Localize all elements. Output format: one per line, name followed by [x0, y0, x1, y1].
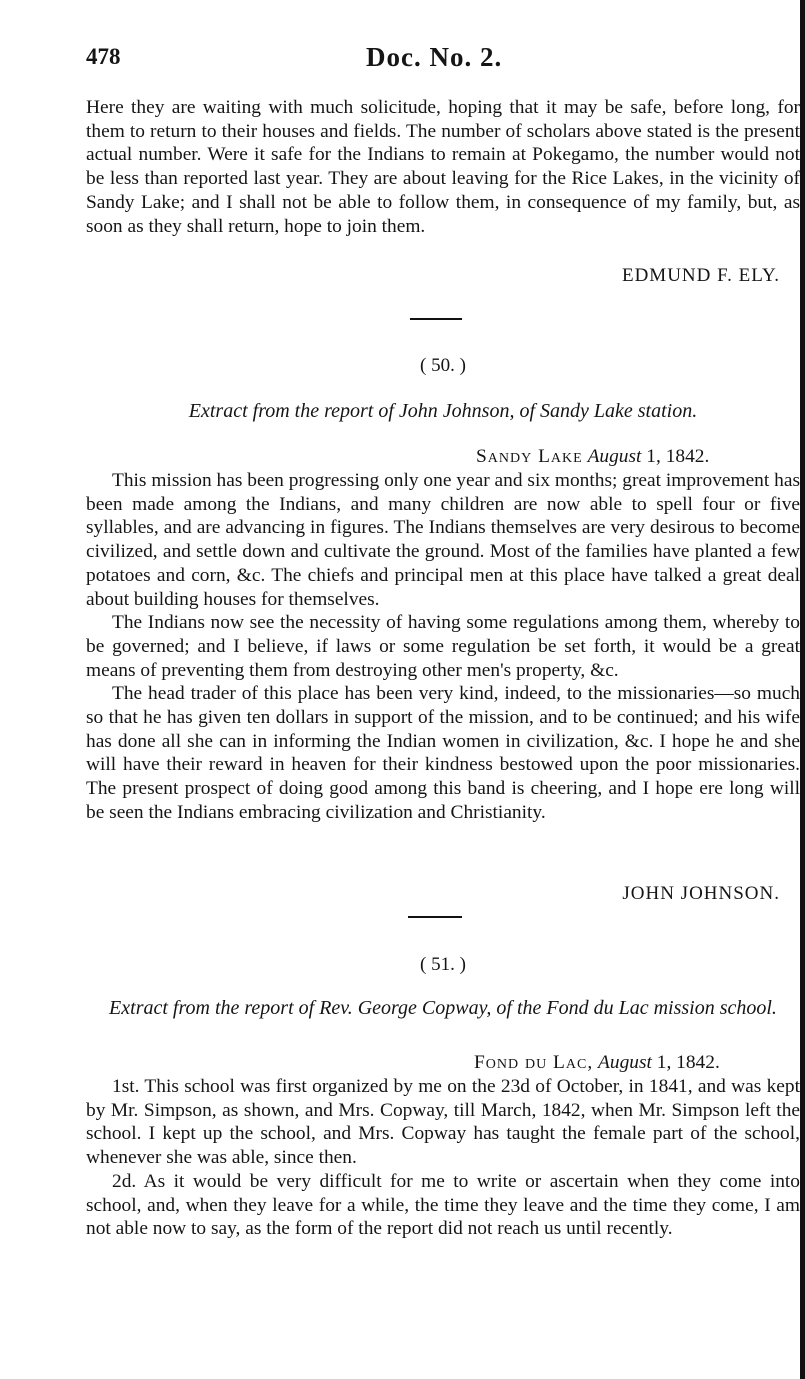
section-heading-51: Extract from the report of Rev. George Copway, of the Fond du Lac mission school. — [109, 997, 777, 1019]
section-number-50: ( 50. ) — [420, 355, 466, 376]
dateline-place: Sandy Lake — [476, 446, 583, 467]
paragraph: The head trader of this place has been very kind, indeed, to the missionaries—so much so that he has given ten dollars in support of the mission, and to be continued; and his wife has done all she can in informing the Indian women in civilization, &c. I hope he and she will have their reward in heaven for their kindness bestowed upon the poor missionaries. The present prospect of doing good among this band is cheering, and I hope ere long will be seen the Indians embracing civilization and Christianity. — [86, 683, 800, 823]
signature-johnson: JOHN JOHNSON. — [622, 883, 780, 904]
section-divider — [408, 916, 462, 918]
dateline-day-year: 1, 1842. — [646, 446, 710, 467]
dateline-50 — [476, 446, 709, 468]
paragraph: 2d. As it would be very difficult for me to write or ascertain when they come into school, and, when they leave for a while, the time they leave and the time they come, I am not able now to say, as the form of the report did not reach us until recently. — [86, 1170, 800, 1240]
signature-ely: EDMUND F. ELY. — [621, 265, 780, 286]
top-section — [86, 96, 800, 238]
page-edge-shadow — [800, 0, 805, 1379]
section-heading-50: Extract from the report of John Johnson, of Sandy Lake station. — [188, 400, 698, 422]
paragraph: 1st. This school was first organized by me on the 23d of October, in 1841, and was kept by Mr. Simpson, as shown, and Mrs. Copway, till March, 1842, when Mr. Simpson left the school. I kept up the school, and Mrs. Copway has taught the female part of the school, whenever she was able, since then. — [86, 1076, 800, 1169]
dateline-day-year: 1, 1842. — [656, 1052, 720, 1073]
document-title: Doc. No. 2. — [366, 42, 503, 72]
paragraph: The Indians now see the necessity of having some regulations among them, whereby to be governed; and I believe, if laws or some regulation be set forth, it would be a great means of preventing them from destroying other men's property, &c. — [86, 612, 800, 681]
dateline-month: August — [587, 446, 642, 467]
dateline-month: August — [598, 1052, 652, 1073]
continuation-paragraph: Here they are waiting with much solicitude, hoping that it may be safe, before long, for them to return to their houses and fields. The number of scholars above stated is the present actual number. Were it safe for the Indians to remain at Pokegamo, the number would not be less than reported last year. They are about leaving for the Rice Lakes, in the vicinity of Sandy Lake; and I shall not be able to follow them, in consequence of my family, but, as soon as they shall return, hope to join them. — [86, 97, 800, 237]
section-divider — [410, 318, 462, 320]
dateline-place: Fond du Lac, — [474, 1052, 594, 1073]
paragraph: This mission has been progressing only one year and six months; great improvement has been made among the Indians, and many children are now able to spell four or five syllables, and are advancing in figures. The Indians themselves are very desirous to become civilized, and settle down and cultivate the ground. Most of the families have planted a few potatoes and corn, &c. The chiefs and principal men at this place have talked a great deal about building houses for themselves. — [86, 470, 800, 610]
section-number-51: ( 51. ) — [420, 954, 466, 975]
page-number: 478 — [86, 44, 121, 69]
body-section-51 — [86, 1075, 800, 1241]
body-section-50 — [86, 469, 800, 825]
page-header — [86, 36, 800, 76]
dateline-51 — [474, 1052, 720, 1074]
